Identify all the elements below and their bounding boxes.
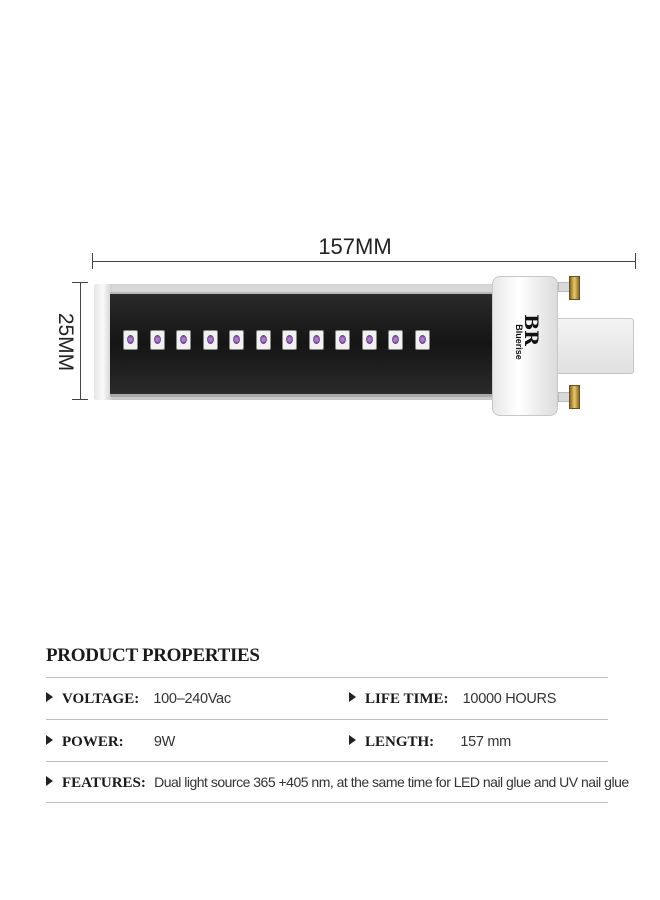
length-dimension-line bbox=[92, 261, 636, 262]
properties-heading: PRODUCT PROPERTIES bbox=[46, 645, 260, 666]
voltage-value: 100–240Vac bbox=[153, 691, 231, 707]
brand-logo bbox=[503, 315, 543, 375]
triangle-right-icon bbox=[46, 776, 53, 786]
power-label: POWER: bbox=[62, 734, 124, 750]
width-dimension-tick-bottom bbox=[72, 399, 88, 400]
length-value: 157 mm bbox=[460, 734, 511, 750]
length-label: LENGTH: bbox=[365, 734, 435, 750]
brand-mark: BR bbox=[519, 314, 542, 346]
connector-pin-top bbox=[569, 276, 580, 300]
lifetime-value: 10000 HOURS bbox=[462, 691, 557, 707]
led-chip bbox=[282, 330, 297, 350]
length-dimension-tick-left bbox=[92, 253, 93, 269]
length-dimension-tick-right bbox=[635, 253, 636, 269]
length-row bbox=[349, 733, 511, 751]
features-value: Dual light source 365 +405 nm, at the same time for LED nail glue and UV nail glue bbox=[154, 774, 629, 790]
power-row bbox=[46, 733, 175, 751]
features-row bbox=[46, 774, 629, 792]
lifetime-row bbox=[349, 690, 556, 708]
led-chip bbox=[388, 330, 403, 350]
triangle-right-icon bbox=[46, 735, 53, 745]
connector-pin-bottom bbox=[569, 385, 580, 409]
led-chip bbox=[176, 330, 191, 350]
triangle-right-icon bbox=[349, 692, 356, 702]
led-chip bbox=[309, 330, 324, 350]
voltage-label: VOLTAGE: bbox=[62, 691, 140, 707]
divider bbox=[46, 802, 608, 803]
led-chip bbox=[362, 330, 377, 350]
width-dimension-line bbox=[80, 282, 81, 400]
lamp-base-tab bbox=[554, 318, 634, 374]
triangle-right-icon bbox=[349, 735, 356, 745]
led-chip bbox=[335, 330, 350, 350]
width-dimension-label: 25MM bbox=[54, 312, 77, 372]
led-chip bbox=[229, 330, 244, 350]
power-value: 9W bbox=[153, 734, 175, 750]
triangle-right-icon bbox=[46, 692, 53, 702]
led-panel bbox=[110, 292, 494, 397]
length-dimension-label: 157MM bbox=[318, 234, 392, 259]
lifetime-label: LIFE TIME: bbox=[365, 691, 449, 707]
brand-name: Bluerise bbox=[513, 324, 524, 360]
led-chip bbox=[150, 330, 165, 350]
divider bbox=[46, 719, 608, 720]
voltage-row bbox=[46, 690, 231, 708]
divider bbox=[46, 677, 608, 678]
divider bbox=[46, 761, 608, 762]
features-label: FEATURES: bbox=[62, 775, 146, 791]
led-chip bbox=[203, 330, 218, 350]
width-dimension-tick-top bbox=[72, 282, 88, 283]
led-chip bbox=[415, 330, 430, 350]
led-chip bbox=[123, 330, 138, 350]
led-chip bbox=[256, 330, 271, 350]
